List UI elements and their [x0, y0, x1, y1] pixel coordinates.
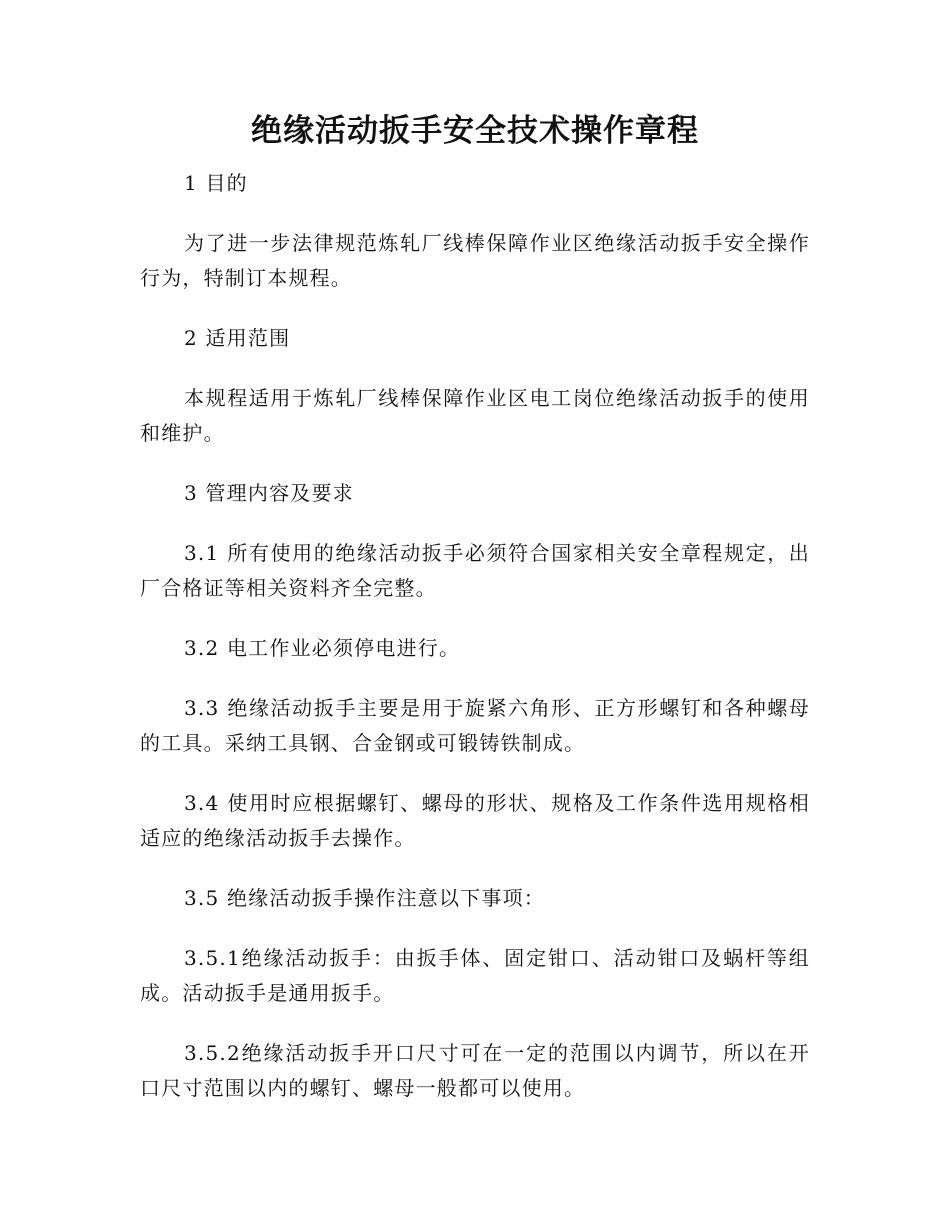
paragraph-3-2: 3.2 电工作业必须停电进行。	[184, 636, 461, 660]
section-heading-purpose: 1 目的	[184, 171, 248, 195]
section-heading-requirements: 3 管理内容及要求	[184, 481, 354, 505]
paragraph-3-3: 3.3 绝缘活动扳手主要是用于旋紧六角形、正方形螺钉和各种螺母的工具。采纳工具钢、合金钢或可锻铸铁制成。	[140, 696, 810, 755]
paragraph-3-5-2: 3.5.2绝缘活动扳手开口尺寸可在一定的范围以内调节，所以在开口尺寸范围以内的螺钉、螺母一般都可以使用。	[140, 1041, 810, 1100]
paragraph-purpose: 为了进一步法律规范炼轧厂线棒保障作业区绝缘活动扳手安全操作行为，特制订本规程。	[140, 231, 810, 290]
section-heading-scope: 2 适用范围	[184, 326, 291, 350]
paragraph-scope: 本规程适用于炼轧厂线棒保障作业区电工岗位绝缘活动扳手的使用和维护。	[140, 386, 810, 445]
paragraph-3-5: 3.5 绝缘活动扳手操作注意以下事项：	[184, 886, 545, 910]
document-title: 绝缘活动扳手安全技术操作章程	[251, 113, 699, 149]
paragraph-3-5-1: 3.5.1绝缘活动扳手：由扳手体、固定钳口、活动钳口及蜗杆等组成。活动扳手是通用扳手。	[140, 946, 810, 1005]
paragraph-3-4: 3.4 使用时应根据螺钉、螺母的形状、规格及工作条件选用规格相适应的绝缘活动扳手去操作。	[140, 791, 810, 850]
document-body	[140, 166, 810, 1131]
paragraph-3-1: 3.1 所有使用的绝缘活动扳手必须符合国家相关安全章程规定，出厂合格证等相关资料齐全完整。	[140, 541, 810, 600]
